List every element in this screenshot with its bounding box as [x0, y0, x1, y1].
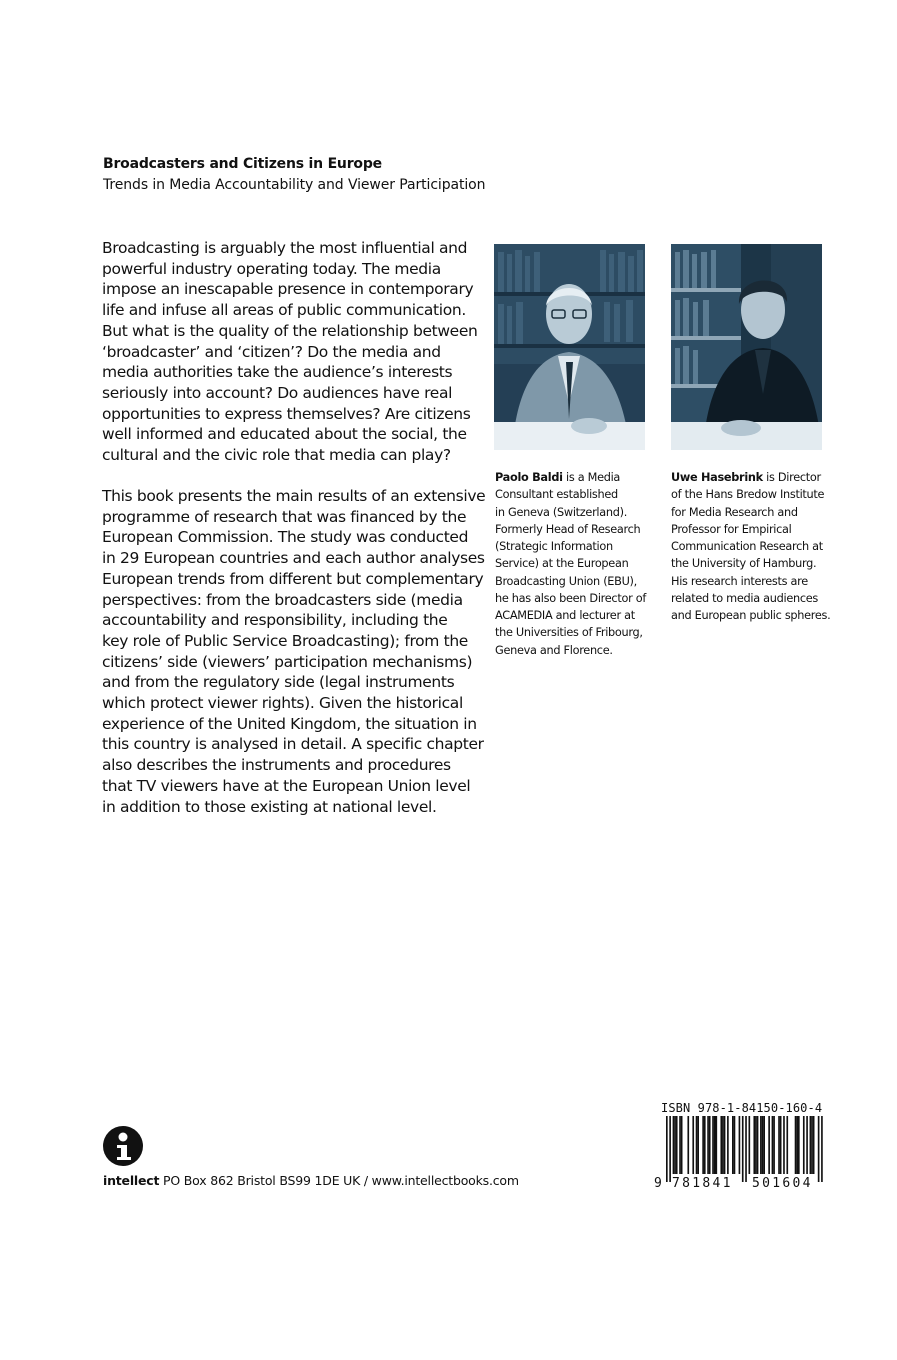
author-name: Uwe Hasebrink — [671, 471, 763, 484]
blurb-line: also describes the instruments and procedures — [102, 756, 451, 775]
barcode-bar — [669, 1116, 671, 1182]
barcode-bar — [783, 1116, 785, 1174]
bio-line: in Geneva (Switzerland). — [495, 505, 628, 519]
bio-line: the University of Hamburg. — [671, 557, 817, 571]
bio-line: and European public spheres. — [671, 609, 831, 622]
barcode-bar — [755, 1116, 757, 1174]
barcode-bar — [821, 1116, 823, 1182]
blurb-line: powerful industry operating today. The media — [102, 259, 441, 278]
barcode-bar — [716, 1116, 718, 1174]
bio-line: he has also been Director of — [495, 591, 646, 605]
publisher-footer — [103, 1173, 519, 1188]
blurb-line: This book presents the main results of an extensive — [102, 487, 486, 505]
barcode-bar — [734, 1116, 736, 1174]
barcode-bar — [676, 1116, 678, 1174]
blurb-line: perspectives: from the broadcasters side (media — [102, 590, 463, 609]
bio-line: Service) at the European — [495, 557, 629, 571]
bio-line: Consultant established — [495, 488, 618, 502]
barcode-bar — [732, 1116, 734, 1174]
blurb-line: European trends from different but complementary — [102, 569, 484, 588]
book-title: Broadcasters and Citizens in Europe — [103, 156, 382, 172]
blurb-line: impose an inescapable presence in contemporary — [102, 280, 474, 299]
bio-line: for Media Research and — [671, 505, 798, 519]
blurb-line: this country is analysed in detail. A specific chapter — [102, 735, 484, 754]
barcode-bar — [702, 1116, 704, 1174]
barcode-bar — [795, 1116, 797, 1174]
blurb-line: media authorities take the audience’s interests — [102, 363, 453, 382]
bio-line: Geneva and Florence. — [495, 643, 613, 657]
blurb-line: programme of research that was financed by the — [102, 507, 467, 526]
barcode-bar — [763, 1116, 765, 1174]
publisher-address: PO Box 862 Bristol BS99 1DE UK / www.intellectbooks.com — [159, 1173, 519, 1188]
barcode-bar — [696, 1116, 698, 1174]
barcode-bar — [749, 1116, 751, 1174]
blurb-line: and from the regulatory side (legal instruments — [102, 673, 455, 692]
barcode-bar — [757, 1116, 759, 1174]
blurb-line: citizens’ side (viewers’ participation mechanisms) — [102, 652, 473, 671]
barcode-bar — [692, 1116, 694, 1174]
blurb-line: which protect viewer rights). Given the historical — [102, 694, 463, 713]
bio-line: Communication Research at — [671, 540, 823, 553]
barcode-bar — [722, 1116, 724, 1174]
bio-text: is Director — [762, 471, 821, 484]
intellect-logo-icon — [103, 1126, 143, 1166]
barcode-first-digit: 9 — [654, 1176, 662, 1190]
barcode-bar — [745, 1116, 747, 1182]
blurb-line: But what is the quality of the relationship between — [102, 321, 478, 340]
barcode-bar — [803, 1116, 805, 1174]
blurb-line: key role of Public Service Broadcasting); from the — [102, 631, 468, 650]
bio-line: (Strategic Information — [495, 540, 613, 553]
barcode-bar — [753, 1116, 755, 1174]
barcode-bar — [679, 1116, 681, 1174]
blurb-paragraph-2 — [102, 486, 486, 817]
barcode-bar — [811, 1116, 813, 1174]
barcode-bar — [760, 1116, 762, 1174]
blurb-line: life and infuse all areas of public communication. — [102, 301, 466, 320]
barcode-bar — [810, 1116, 812, 1174]
barcode-bar — [762, 1116, 764, 1174]
bio-line: Professor for Empirical — [671, 522, 792, 536]
author-photo-paolo-baldi — [494, 244, 645, 450]
bio-line: His research interests are — [671, 574, 808, 588]
blurb-line: opportunities to express themselves? Are citizens — [102, 404, 471, 423]
barcode-bar — [780, 1116, 782, 1174]
barcode-bar — [709, 1116, 711, 1174]
author-bio-uwe-hasebrink — [671, 469, 841, 624]
barcode-bar — [773, 1116, 775, 1174]
blurb-line: seriously into account? Do audiences have real — [102, 383, 453, 402]
barcode-bar — [720, 1116, 722, 1174]
barcode-bar — [806, 1116, 808, 1174]
blurb-line: Broadcasting is arguably the most influential and — [102, 239, 468, 257]
barcode-bar — [768, 1116, 770, 1174]
barcode-bar — [772, 1116, 774, 1174]
barcode-bar — [673, 1116, 675, 1174]
author-name: Paolo Baldi — [495, 471, 563, 484]
bio-line: ACAMEDIA and lecturer at — [495, 609, 635, 622]
blurb-paragraph-1 — [102, 238, 478, 466]
blurb-line: European Commission. The study was conducted — [102, 528, 469, 547]
author-photo-uwe-hasebrink — [671, 244, 822, 450]
blurb-line: in 29 European countries and each author analyses — [102, 549, 485, 568]
blurb-line: in addition to those existing at national level. — [102, 797, 437, 816]
bio-line: of the Hans Bredow Institute — [671, 488, 825, 502]
barcode-right-digits: 501604 — [752, 1176, 813, 1190]
barcode-bar — [727, 1116, 729, 1174]
blurb-line: accountability and responsibility, including the — [102, 611, 448, 630]
bio-line — [671, 469, 841, 486]
barcode-bar — [739, 1116, 741, 1174]
author-bio-paolo-baldi — [495, 469, 660, 659]
barcode-bar — [714, 1116, 716, 1174]
blurb-line: cultural and the civic role that media can play? — [102, 446, 451, 465]
bio-text: is a Media — [562, 471, 621, 484]
barcode-bars — [666, 1116, 823, 1182]
barcode-bar — [796, 1116, 798, 1174]
barcode-bar — [724, 1116, 726, 1174]
blurb-line: that TV viewers have at the European Union level — [102, 776, 471, 795]
bio-line: the Universities of Fribourg, — [495, 626, 643, 640]
barcode-bar — [742, 1116, 744, 1182]
barcode-bar — [704, 1116, 706, 1174]
publisher-name: intellect — [103, 1173, 160, 1188]
barcode-bar — [786, 1116, 788, 1174]
barcode-bar — [687, 1116, 689, 1174]
blurb-line: experience of the United Kingdom, the situation in — [102, 714, 477, 733]
book-subtitle: Trends in Media Accountability and Viewer Participation — [103, 177, 486, 193]
bio-line: Formerly Head of Research — [495, 522, 641, 536]
bio-line: related to media audiences — [671, 591, 819, 605]
barcode-bar — [798, 1116, 800, 1174]
barcode-bar — [681, 1116, 683, 1174]
bio-line — [495, 469, 660, 486]
barcode-bar — [712, 1116, 714, 1174]
barcode-bar — [818, 1116, 820, 1182]
blurb-line: well informed and educated about the social, the — [102, 425, 467, 444]
barcode-bar — [707, 1116, 709, 1174]
barcode-left-digits: 781841 — [672, 1176, 733, 1190]
barcode-bar — [666, 1116, 668, 1182]
isbn-barcode — [652, 1116, 832, 1190]
barcode-bar — [778, 1116, 780, 1174]
barcode-bar — [813, 1116, 815, 1174]
barcode-bar — [697, 1116, 699, 1174]
barcode-bar — [674, 1116, 676, 1174]
isbn-label: ISBN 978-1-84150-160-4 — [661, 1101, 823, 1115]
bio-line: Broadcasting Union (EBU), — [495, 574, 637, 588]
blurb-line: ‘broadcaster’ and ‘citizen’? Do the media and — [102, 342, 441, 361]
